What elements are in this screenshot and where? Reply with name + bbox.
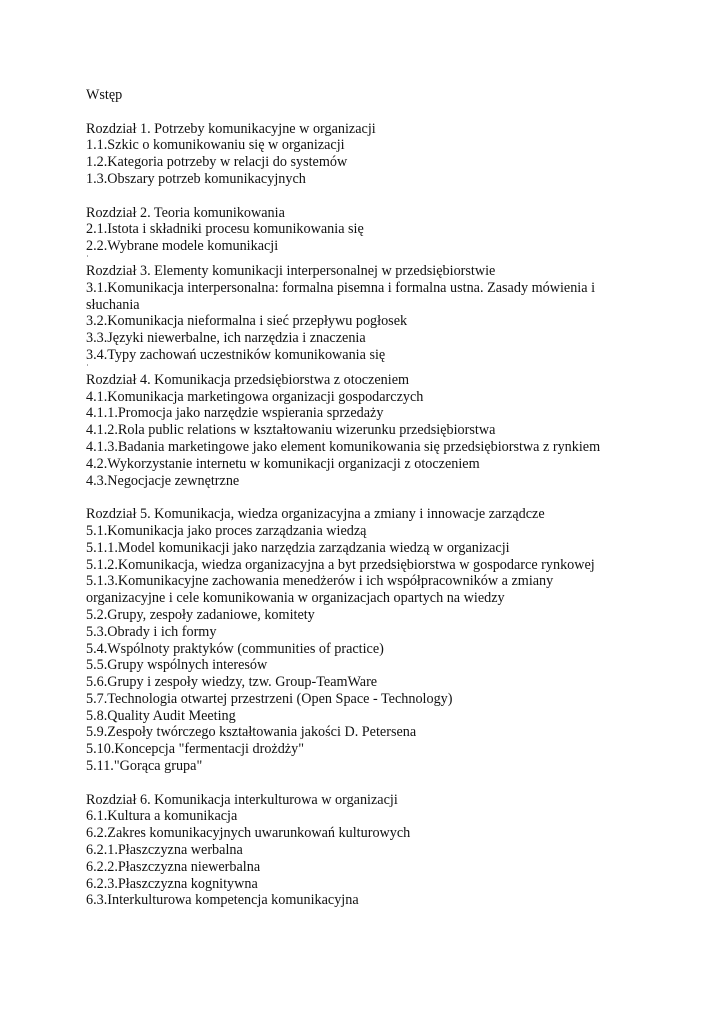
chapter-1: [86, 121, 626, 188]
chapter-2: [86, 205, 626, 263]
section-item: 1.1.Szkic o komunikowaniu się w organizacji: [86, 137, 345, 154]
chapter-6: [86, 792, 626, 910]
section-item: 5.6.Grupy i zespoły wiedzy, tzw. Group-TeamWare: [86, 674, 378, 691]
section-item: 6.2.2.Płaszczyzna niewerbalna: [86, 858, 261, 875]
section-item: 5.9.Zespoły twórczego kształtowania jakości D. Petersena: [86, 724, 417, 741]
section-item: 5.7.Technologia otwartej przestrzeni (Open Space - Technology): [86, 690, 453, 707]
spacer: [86, 489, 626, 506]
section-item: 4.3.Negocjacje zewnętrzne: [86, 472, 240, 489]
section-item: 3.3.Języki niewerbalne, ich narzędzia i znaczenia: [86, 330, 366, 347]
section-item: 5.8.Quality Audit Meeting: [86, 707, 236, 724]
chapter-5: [86, 506, 626, 775]
section-item: 5.1.3.Komunikacyjne zachowania menedżerów i ich współpracowników a zmiany organizacyjne i cele komunikowania w organizacjach opartych na wiedzy: [86, 573, 554, 607]
section-item: 6.2.3.Płaszczyzna kognitywna: [86, 875, 258, 892]
section-item: 6.2.Zakres komunikacyjnych uwarunkowań kulturowych: [86, 825, 411, 842]
chapter-title: Rozdział 6. Komunikacja interkulturowa w organizacji: [86, 791, 398, 808]
section-item: 6.1.Kultura a komunikacja: [86, 808, 238, 825]
chapter-title: Rozdział 5. Komunikacja, wiedza organizacyjna a zmiany i innowacje zarządcze: [86, 506, 545, 523]
section-item: 4.2.Wykorzystanie internetu w komunikacji organizacji z otoczeniem: [86, 455, 480, 472]
section-item: 1.2.Kategoria potrzeby w relacji do systemów: [86, 154, 348, 171]
intro-heading: Wstęp: [86, 87, 123, 103]
section-item: 2.2.Wybrane modele komunikacji: [86, 238, 279, 255]
spacer: [86, 188, 626, 205]
chapter-title: Rozdział 2. Teoria komunikowania: [86, 204, 285, 221]
section-item: 5.2.Grupy, zespoły zadaniowe, komitety: [86, 606, 315, 623]
spacer: [86, 104, 626, 121]
section-item: 5.1.2.Komunikacja, wiedza organizacyjna a byt przedsiębiorstwa w gospodarce rynkowej: [86, 556, 595, 573]
section-item: 4.1.Komunikacja marketingowa organizacji gospodarczych: [86, 388, 424, 405]
section-item: 4.1.1.Promocja jako narzędzie wspierania sprzedaży: [86, 405, 384, 422]
chapter-3: [86, 263, 626, 372]
section-item: 6.2.1.Płaszczyzna werbalna: [86, 842, 243, 859]
stray-mark: ˙: [86, 362, 89, 373]
spacer: [86, 775, 626, 792]
section-item: 1.3.Obszary potrzeb komunikacyjnych: [86, 170, 306, 187]
section-item: 3.1.Komunikacja interpersonalna: formalna pisemna i formalna ustna. Zasady mówienia i słuchania: [86, 279, 596, 313]
chapter-4: [86, 372, 626, 490]
section-item: 5.3.Obrady i ich formy: [86, 623, 217, 640]
chapter-title: Rozdział 4. Komunikacja przedsiębiorstwa z otoczeniem: [86, 371, 410, 388]
section-item: 2.1.Istota i składniki procesu komunikowania się: [86, 221, 364, 238]
section-item: 5.10.Koncepcja "fermentacji drożdży": [86, 741, 304, 758]
chapter-title: Rozdział 1. Potrzeby komunikacyjne w organizacji: [86, 120, 376, 137]
section-item: 6.3.Interkulturowa kompetencja komunikacyjna: [86, 892, 359, 909]
section-item: 5.1.Komunikacja jako proces zarządzania wiedzą: [86, 522, 367, 539]
section-item: 3.2.Komunikacja nieformalna i sieć przepływu pogłosek: [86, 313, 408, 330]
section-item: 3.4.Typy zachowań uczestników komunikowania się: [86, 346, 386, 363]
section-item: 5.1.1.Model komunikacji jako narzędzia zarządzania wiedzą w organizacji: [86, 539, 510, 556]
stray-mark: ˙: [86, 253, 89, 264]
section-item: 5.5.Grupy wspólnych interesów: [86, 657, 268, 674]
section-item: 4.1.2.Rola public relations w kształtowaniu wizerunku przedsiębiorstwa: [86, 422, 496, 439]
chapter-title: Rozdział 3. Elementy komunikacji interpersonalnej w przedsiębiorstwie: [86, 262, 496, 279]
table-of-contents: [86, 87, 626, 909]
section-item: 5.4.Wspólnoty praktyków (communities of practice): [86, 640, 384, 657]
section-item: 5.11."Gorąca grupa": [86, 758, 203, 775]
section-item: 4.1.3.Badania marketingowe jako element komunikowania się przedsiębiorstwa z rynkiem: [86, 438, 601, 455]
